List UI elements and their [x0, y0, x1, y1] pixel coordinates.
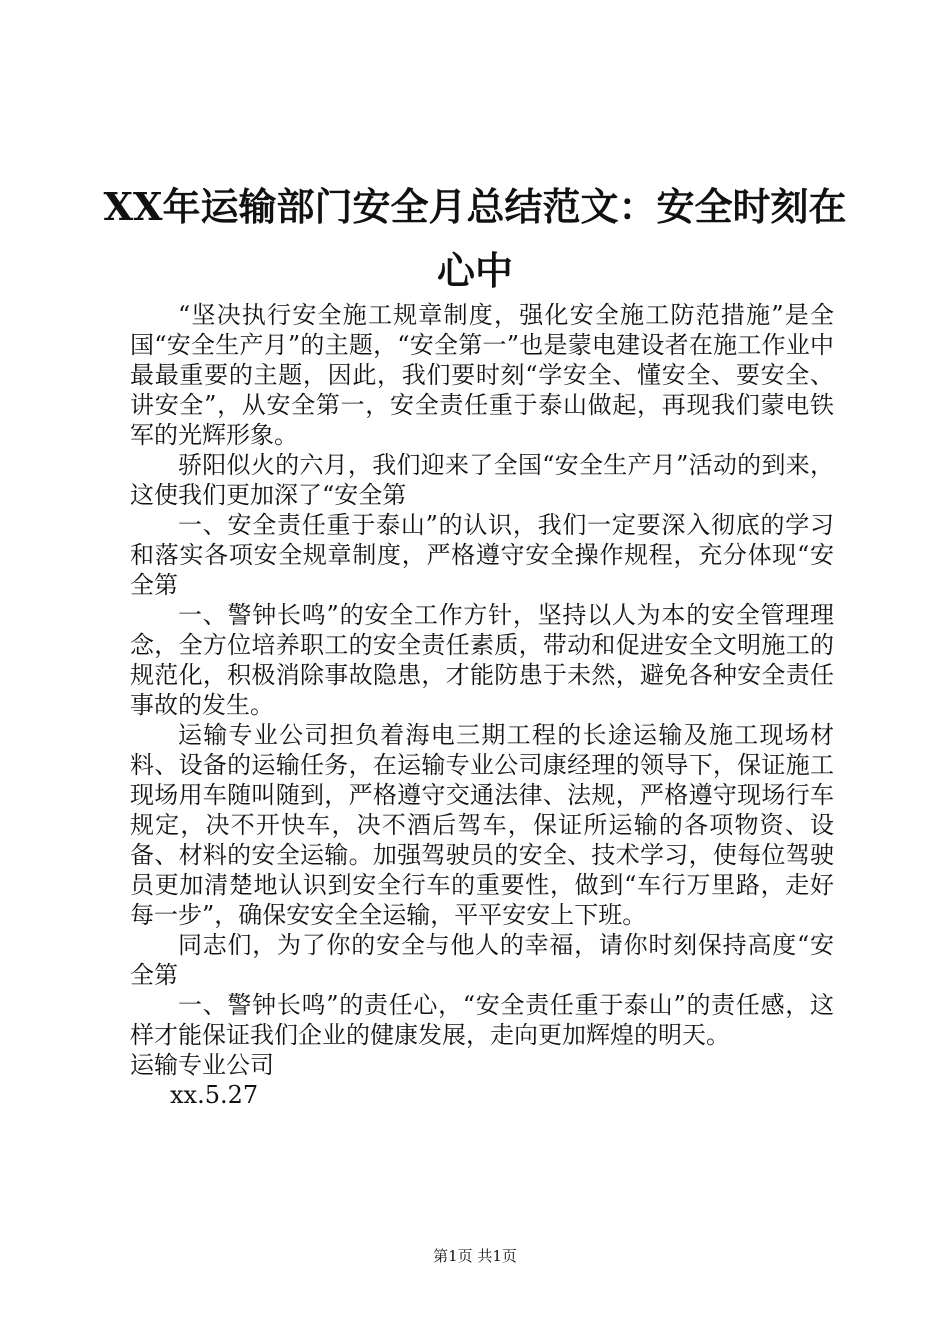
paragraph: 同志们，为了你的安全与他人的幸福，请你时刻保持高度“安全第 — [130, 931, 834, 989]
paragraph: 一、警钟长鸣”的安全工作方针，坚持以人为本的安全管理理念，全方位培养职工的安全责任素质，带动和促进安全文明施工的规范化，积极消除事故隐患，才能防患于未然，避免各种安全责任事故的发生。 — [130, 601, 834, 719]
paragraph: “坚决执行安全施工规章制度，强化安全施工防范措施”是全国“安全生产月”的主题，“安全第一”也是蒙电建设者在施工作业中最最重要的主题，因此，我们要时刻“学安全、懂安全、要安全、讲安全”，从安全第一，安全责任重于泰山做起，再现我们蒙电铁军的光辉形象。 — [130, 301, 834, 449]
title-line-1: XX年运输部门安全月总结范文：安全时刻在 — [103, 184, 847, 229]
date: xx.5.27 — [170, 1081, 259, 1109]
title-line-2: 心中 — [436, 248, 513, 293]
signature: 运输专业公司 — [130, 1051, 274, 1079]
paragraph: 运输专业公司担负着海电三期工程的长途运输及施工现场材料、设备的运输任务，在运输专业公司康经理的领导下，保证施工现场用车随叫随到，严格遵守交通法律、法规，严格遵守现场行车规定，决不开快车，决不酒后驾车，保证所运输的各项物资、设备、材料的安全运输。加强驾驶员的安全、技术学习，使每位驾驶员更加清楚地认识到安全行车的重要性，做到“车行万里路，走好每一步”，确保安安全全运输，平平安安上下班。 — [130, 721, 834, 929]
paragraph: 一、警钟长鸣”的责任心，“安全责任重于泰山”的责任感，这样才能保证我们企业的健康发展，走向更加辉煌的明天。 — [130, 991, 834, 1049]
document-body — [130, 300, 834, 1110]
document-title — [90, 175, 860, 303]
page-footer: 第1页 共1页 — [433, 1247, 517, 1265]
paragraph: 骄阳似火的六月，我们迎来了全国“安全生产月”活动的到来，这使我们更加深了“安全第 — [130, 451, 834, 509]
paragraph: 一、安全责任重于泰山”的认识，我们一定要深入彻底的学习和落实各项安全规章制度，严格遵守安全操作规程，充分体现“安全第 — [130, 511, 834, 599]
